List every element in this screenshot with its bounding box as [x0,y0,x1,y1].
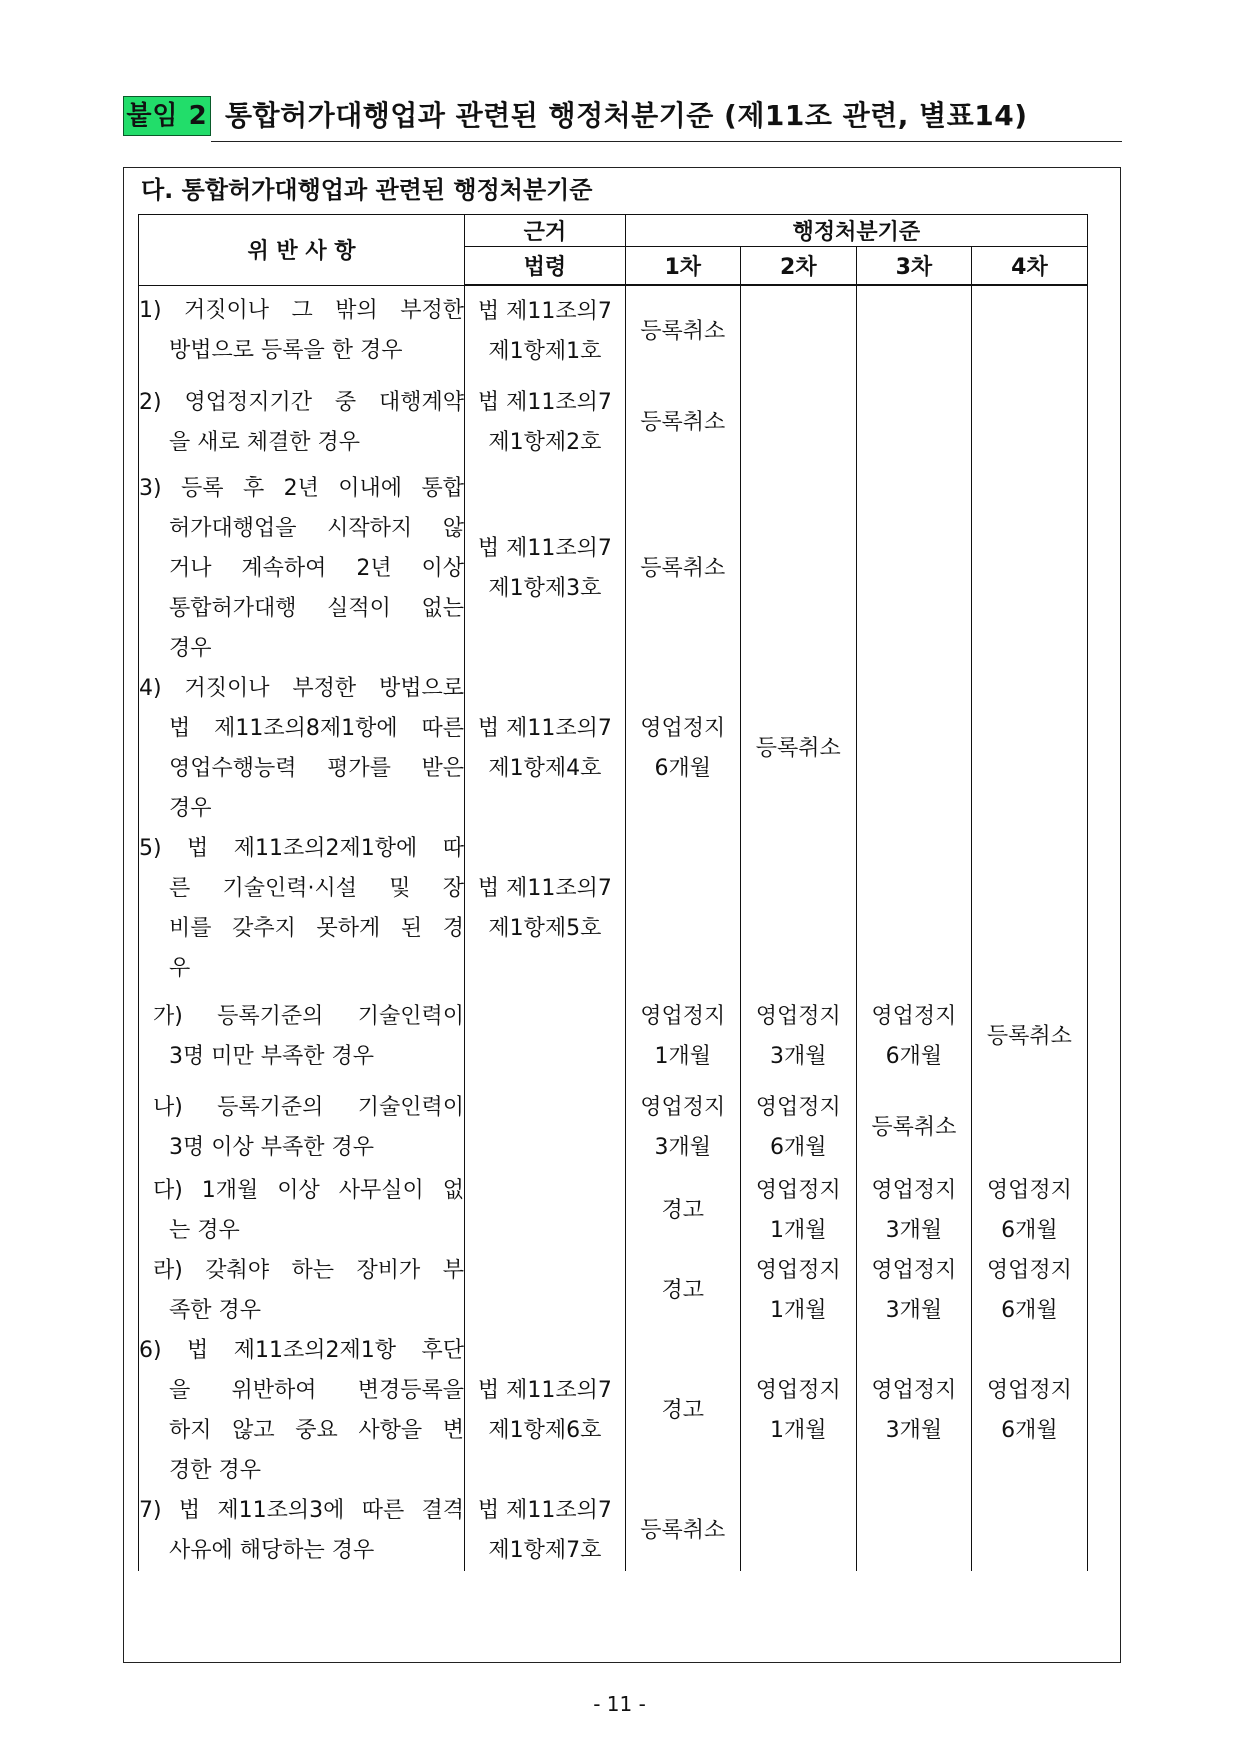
basis-law-cell-line: 제1항제1호 [488,338,602,364]
third-offense-cell [856,285,971,377]
second-offense-cell-line: 영업정지 [755,1378,841,1403]
fourth-offense-cell-line: 6개월 [1001,1298,1058,1323]
third-offense-cell-line: 영업정지 [871,1378,957,1403]
fourth-offense-cell [971,829,1087,989]
first-offense-cell-line: 6개월 [654,756,712,781]
violation-line: 4) 거짓이나 부정한 방법으로 [139,676,464,701]
violation-line: 2) 영업정지기간 중 대행계약 [139,390,464,415]
basis-law-cell [465,1085,626,1171]
third-offense-cell [856,1085,971,1171]
violation-line: 는 경우 [169,1218,240,1243]
basis-law-cell [465,1171,626,1251]
third-offense-cell [856,1251,971,1331]
fourth-offense-cell-line: 6개월 [1001,1218,1058,1243]
table-row [139,829,1088,989]
first-offense-cell-line: 경고 [661,1278,705,1303]
attachment-badge: 붙임 2 [123,96,211,136]
first-offense-cell-line: 등록취소 [640,556,726,581]
basis-law-cell [465,989,626,1085]
header-basis-bottom: 법령 [465,247,626,286]
second-offense-cell [740,285,856,377]
header-fourth: 4차 [971,247,1087,286]
basis-law-cell [465,1331,626,1491]
violation-cell [139,669,465,829]
table-row [139,1251,1088,1331]
first-offense-cell [625,1251,740,1331]
violation-line: 3명 미만 부족한 경우 [169,1044,374,1069]
violation-cell [139,285,465,377]
violation-line: 법 제11조의8제1항에 따른 [169,716,464,741]
violation-line: 3명 이상 부족한 경우 [169,1135,374,1160]
violation-line: 나) 등록기준의 기술인력이 [153,1095,464,1120]
violation-line: 허가대행업을 시작하지 않 [169,516,464,541]
basis-law-cell-line: 제1항제3호 [488,576,602,601]
fourth-offense-cell-line: 영업정지 [986,1258,1072,1283]
basis-law-cell [465,377,626,469]
header-third: 3차 [856,247,971,286]
first-offense-cell [625,285,740,377]
violation-line: 가) 등록기준의 기술인력이 [153,1004,464,1029]
third-offense-cell [856,829,971,989]
header-first: 1차 [625,247,740,286]
first-offense-cell [625,669,740,829]
second-offense-cell [740,1251,856,1331]
violation-line: 6) 법 제11조의2제1항 후단 [139,1338,464,1363]
fourth-offense-cell [971,1251,1087,1331]
basis-law-cell [465,1491,626,1571]
second-offense-cell [740,1491,856,1571]
basis-law-cell-line: 제1항제5호 [488,916,602,941]
fourth-offense-cell [971,1085,1087,1171]
third-offense-cell [856,989,971,1085]
third-offense-cell-line: 3개월 [885,1218,943,1243]
second-offense-cell-line: 1개월 [770,1218,827,1243]
third-offense-cell-line: 3개월 [885,1418,943,1443]
second-offense-cell-line: 영업정지 [755,1178,841,1203]
first-offense-cell-line: 영업정지 [640,716,726,741]
first-offense-cell [625,829,740,989]
second-offense-cell-line: 1개월 [770,1418,827,1443]
violation-line: 족한 경우 [169,1298,262,1323]
table-row [139,1331,1088,1491]
first-offense-cell-line: 영업정지 [640,1004,726,1029]
table-body [139,285,1088,1571]
first-offense-cell [625,1331,740,1491]
fourth-offense-cell-line: 영업정지 [986,1178,1072,1203]
fourth-offense-cell [971,1171,1087,1251]
violation-line: 통합허가대행 실적이 없는 [169,596,464,621]
first-offense-cell [625,469,740,669]
basis-law-cell-line: 제1항제7호 [488,1538,602,1563]
violation-line: 비를 갖추지 못하게 된 경 [169,916,464,941]
first-offense-cell-line: 영업정지 [640,1095,726,1120]
violation-line: 우 [169,956,191,981]
violation-line: 하지 않고 중요 사항을 변 [169,1418,464,1443]
fourth-offense-cell-line: 등록취소 [986,1024,1072,1049]
basis-law-cell [465,469,626,669]
table-row [139,377,1088,469]
basis-law-cell-line: 법 제11조의7 [477,298,612,324]
second-offense-cell [740,1171,856,1251]
violation-cell [139,1085,465,1171]
first-offense-cell [625,1491,740,1571]
basis-law-cell [465,829,626,989]
content-frame [123,167,1121,1663]
third-offense-cell-line: 6개월 [885,1044,943,1069]
fourth-offense-cell [971,669,1087,829]
first-offense-cell [625,1085,740,1171]
second-offense-cell-line: 영업정지 [755,1004,841,1029]
basis-law-cell [465,1251,626,1331]
violation-line: 거나 계속하여 2년 이상 [169,556,464,581]
violation-cell [139,469,465,669]
violation-line: 1) 거짓이나 그 밖의 부정한 [139,298,464,324]
table-row [139,1491,1088,1571]
violation-line: 방법으로 등록을 한 경우 [169,338,403,364]
violation-cell [139,1171,465,1251]
violation-line: 영업수행능력 평가를 받은 [169,756,464,781]
first-offense-cell [625,989,740,1085]
violation-line: 7) 법 제11조의3에 따른 결격 [139,1498,464,1523]
basis-law-cell-line: 법 제11조의7 [477,716,612,741]
third-offense-cell [856,377,971,469]
table-row [139,469,1088,669]
table-row [139,1085,1088,1171]
fourth-offense-cell [971,989,1087,1085]
first-offense-cell-line: 등록취소 [640,1518,726,1543]
table-row [139,1171,1088,1251]
third-offense-cell-line: 3개월 [885,1298,943,1323]
basis-law-cell [465,285,626,377]
second-offense-cell [740,989,856,1085]
header-criteria: 행정처분기준 [625,215,1087,247]
violation-line: 사유에 해당하는 경우 [169,1538,375,1563]
document-title: 통합허가대행업과 관련된 행정처분기준 (제11조 관련, 별표14) [225,99,1028,132]
violation-cell [139,1491,465,1571]
page-number: - 11 - [593,1692,646,1716]
violation-line: 을 위반하여 변경등록을 [169,1378,464,1403]
basis-law-cell-line: 제1항제2호 [488,430,602,455]
violation-line: 3) 등록 후 2년 이내에 통합 [139,476,464,501]
violation-cell [139,1251,465,1331]
third-offense-cell [856,1171,971,1251]
basis-law-cell-line: 법 제11조의7 [477,1378,612,1403]
second-offense-cell-line: 등록취소 [755,736,841,761]
third-offense-cell-line: 영업정지 [871,1178,957,1203]
first-offense-cell-line: 등록취소 [640,318,726,344]
third-offense-cell [856,669,971,829]
third-offense-cell [856,469,971,669]
basis-law-cell [465,669,626,829]
table-row [139,989,1088,1085]
first-offense-cell-line: 1개월 [654,1044,712,1069]
second-offense-cell-line: 영업정지 [755,1095,841,1120]
violation-line: 5) 법 제11조의2제1항에 따 [139,836,464,861]
basis-law-cell-line: 법 제11조의7 [477,536,612,561]
fourth-offense-cell [971,285,1087,377]
basis-law-cell-line: 법 제11조의7 [477,390,612,415]
violation-line: 른 기술인력·시설 및 장 [169,876,464,901]
second-offense-cell [740,669,856,829]
violation-line: 라) 갖춰야 하는 장비가 부 [153,1258,464,1283]
violation-cell [139,829,465,989]
fourth-offense-cell [971,1491,1087,1571]
third-offense-cell-line: 영업정지 [871,1258,957,1283]
first-offense-cell-line: 등록취소 [640,410,726,435]
violation-line: 다) 1개월 이상 사무실이 없 [153,1178,464,1203]
fourth-offense-cell-line: 6개월 [1001,1418,1058,1443]
fourth-offense-cell [971,1331,1087,1491]
basis-law-cell-line: 법 제11조의7 [477,1498,612,1523]
title-underline [211,141,1122,142]
fourth-offense-cell [971,469,1087,669]
third-offense-cell-line: 등록취소 [871,1115,957,1140]
fourth-offense-cell-line: 영업정지 [986,1378,1072,1403]
violation-cell [139,989,465,1085]
second-offense-cell-line: 영업정지 [755,1258,841,1283]
first-offense-cell-line: 경고 [661,1398,705,1423]
second-offense-cell-line: 3개월 [770,1044,827,1069]
fourth-offense-cell [971,377,1087,469]
section-title: 다. 통합허가대행업과 관련된 행정처분기준 [141,176,593,204]
violation-cell [139,377,465,469]
second-offense-cell [740,377,856,469]
third-offense-cell [856,1491,971,1571]
second-offense-cell [740,469,856,669]
violation-line: 을 새로 체결한 경우 [169,430,360,455]
second-offense-cell-line: 1개월 [770,1298,827,1323]
second-offense-cell [740,1085,856,1171]
third-offense-cell [856,1331,971,1491]
disposition-criteria-table [138,214,1088,1571]
first-offense-cell [625,1171,740,1251]
second-offense-cell [740,829,856,989]
first-offense-cell [625,377,740,469]
violation-line: 경한 경우 [169,1458,262,1483]
table-row [139,285,1088,377]
violation-line: 경우 [169,796,212,821]
first-offense-cell-line: 경고 [661,1198,705,1223]
violation-cell [139,1331,465,1491]
header-basis-top: 근거 [465,215,626,247]
basis-law-cell-line: 제1항제4호 [488,756,602,781]
header-violation: 위 반 사 항 [139,215,465,286]
violation-line: 경우 [169,636,212,661]
header-second: 2차 [740,247,856,286]
first-offense-cell-line: 3개월 [654,1135,712,1160]
second-offense-cell-line: 6개월 [770,1135,827,1160]
third-offense-cell-line: 영업정지 [871,1004,957,1029]
basis-law-cell-line: 제1항제6호 [488,1418,602,1443]
table-row [139,669,1088,829]
basis-law-cell-line: 법 제11조의7 [477,876,612,901]
second-offense-cell [740,1331,856,1491]
document-header [123,92,1122,142]
